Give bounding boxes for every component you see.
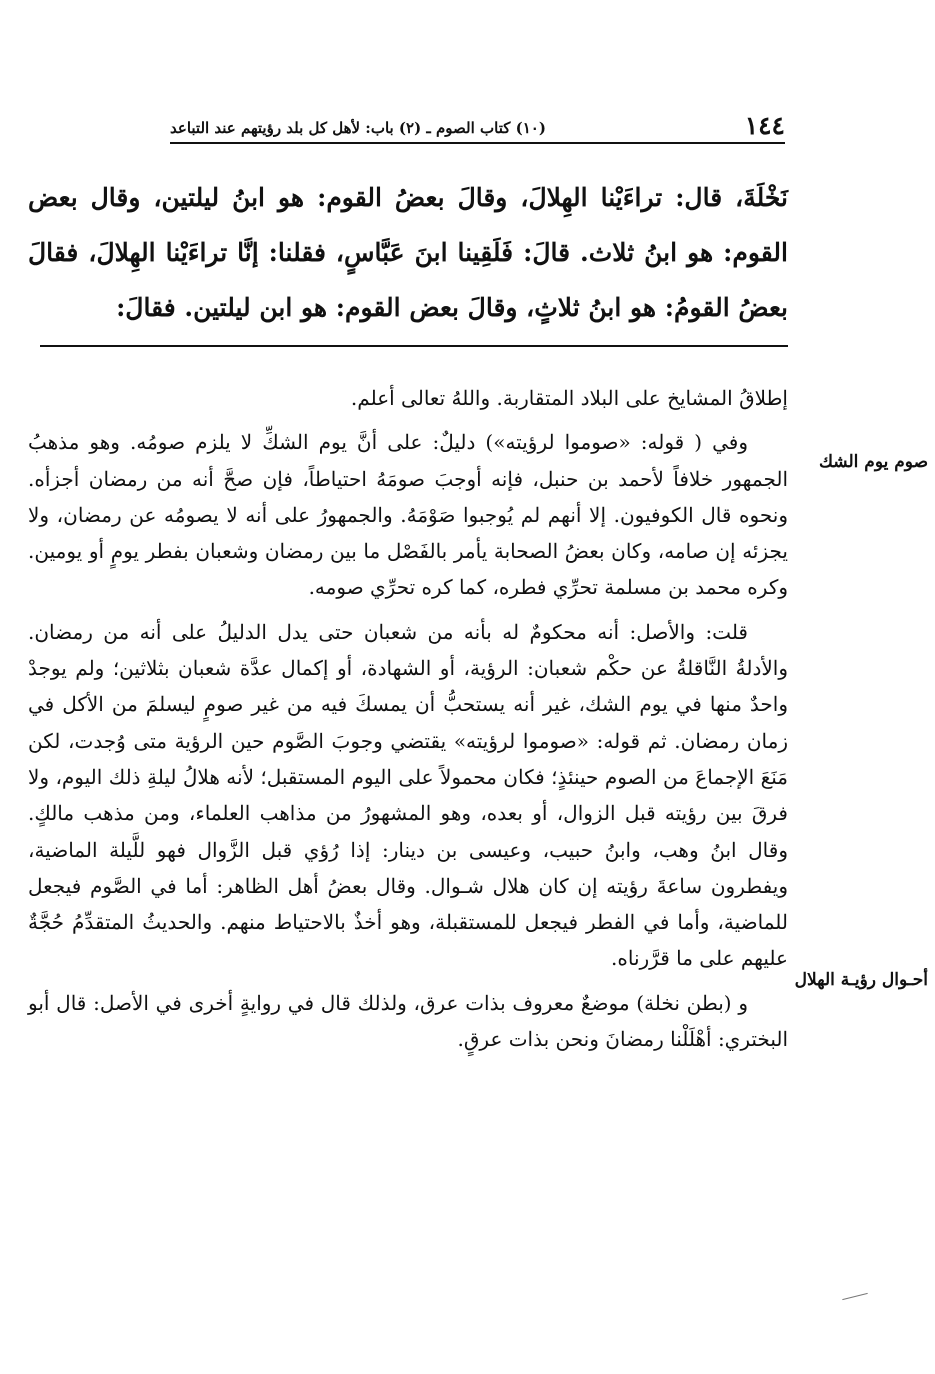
commentary-paragraph: و (بطن نخلة) موضعٌ معروف بذات عرق، ولذلك قال في روايةٍ أخرى في الأصل: قال أبو البختري: أهْلَلْنا رمضانَ ونحن بذات عرقٍ. [28, 990, 788, 1052]
margin-note: أحـوال رؤيـة الهلال [794, 970, 928, 990]
commentary-paragraph: إطلاقُ المشايخ على البلاد المتقاربة. واللهُ تعالى أعلم. [350, 386, 788, 410]
page-header [170, 110, 785, 140]
section-divider [40, 345, 788, 347]
page-number: ١٤٤ [744, 111, 785, 140]
commentary-paragraph: قلت: والأصل: أنه محكومٌ له بأنه من شعبان حتى يدل الدليلُ على أنه من رمضان. والأدلةُ النَّاقلةُ عن حكْم شعبان: الرؤية، أو الشهادة، أو إكمال عدَّة شعبان بثلاثين؛ ولم يوجدْ واحدٌ منها في يوم الشك، غير أنه يستحبُّ أن يمسكَ فيه من غير صومٍ ليسلمَ من الأكل في زمان رمضان. ثم قوله: «صوموا لرؤيته» يقتضي وجوبَ الصَّوم حين الرؤية متى وُجدت، لكن مَنَعَ الإجماعَ من الصوم حينئذٍ؛ فكان محمولاً على اليوم المستقبل؛ لأنه هلالُ ليلةِ ذلك اليوم، ولا فرقَ بين رؤيته قبل الزوال، أو بعده، وهو المشهورُ من مذاهب العلماء، ومن مذهب مالكٍ. وقال ابنُ وهب، وابنُ حبيب، وعيسى بن دينار: إذا رُؤي قبل الزَّوال فهو للَّيلة الماضية، ويفطرون ساعةَ رؤيته إن كان هلال شـوال. وقال بعضُ أهل الظاهر: أما في الصَّوم فيجعل للماضية، وأما في الفطر فيجعل للمستقبلة، وهو أخذٌ بالاحتياط منهم. والحديثُ المتقدِّمُ حُجَّةٌ عليهم على ما قرَّرناه. [28, 619, 788, 971]
header-rule [170, 142, 785, 144]
hadith-text-block [28, 170, 788, 335]
hadith-text: نَخْلَةَ، قال: تراءَيْنا الهِلالَ، وقالَ بعضُ القوم: هو ابنُ ليلتين، وقال بعض القوم: هو ابنُ ثلاث. قالَ: فَلَقِينا ابنَ عَبَّاسٍ، فقلنا: إنَّا تراءَيْنا الهِلالَ، فقالَ بعضُ القومُ: هو ابنُ ثلاثٍ، وقالَ بعض القوم: هو ابن ليلتين. فقالَ: [28, 183, 788, 322]
stray-pen-mark [842, 1293, 867, 1300]
margin-note: صوم يوم الشك [818, 452, 928, 472]
commentary-block [28, 380, 788, 1065]
running-head: (١٠) كتاب الصوم ـ (٢) باب: لأهل كل بلد رؤيتهم عند التباعد [170, 119, 546, 137]
commentary-paragraph: وفي ( قوله: «صوموا لرؤيته») دليلٌ: على أنَّ يوم الشكِّ لا يلزم صومُه. وهو مذهبُ الجمهور خلافاً لأحمد بن حنبل، فإنه أوجبَ صومَهُ احتياطاً، فإن صحَّ أنه من رمضان أجزأه. ونحوه قال الكوفيون. إلا أنهم لم يُوجبوا صَوْمَهُ. والجمهورُ على أنه لا يصومُه عن رمضان، ولا يجزئه إن صامه، وكان بعضُ الصحابة يأمر بالفَصْل ما بين رمضان وشعبان بفطر يومٍ أو يومين. وكره محمد بن مسلمة تحرِّي فطره، كما كره تحرِّي صومه. [28, 430, 788, 600]
